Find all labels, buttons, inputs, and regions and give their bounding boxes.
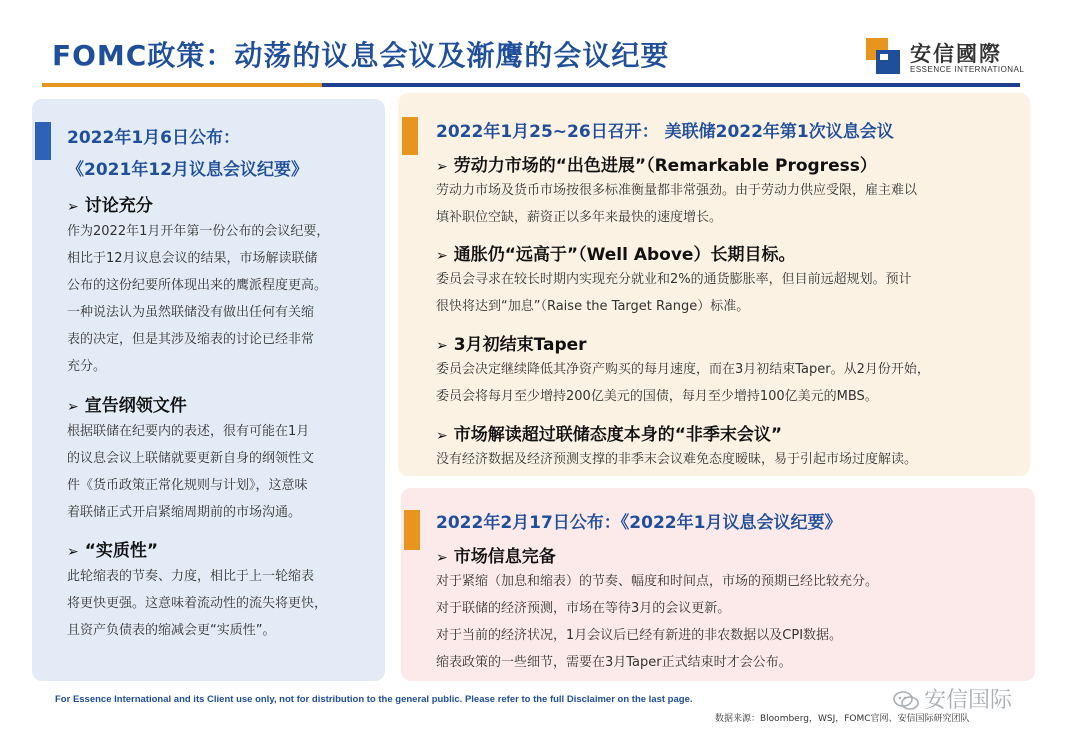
wechat-icon [892, 690, 920, 712]
header-rule-orange [42, 83, 322, 87]
bottom-section-title [436, 542, 556, 567]
arrow-bullet-icon: ➢ [436, 159, 448, 175]
top-section-title [436, 330, 587, 355]
body-line: 件《货币政策正常化规则与计划》，这意味 [67, 478, 308, 493]
top-panel-heading: 2022年1月25~26日召开： 美联储2022年第1次议息会议 [436, 122, 894, 142]
logo-chinese-name: 安信國際 [910, 42, 1002, 66]
arrow-bullet-icon: ➢ [436, 338, 448, 354]
arrow-bullet-icon: ➢ [436, 428, 448, 444]
body-line: 对于联储的经济预测，市场在等待3月的会议更新。 [436, 601, 731, 616]
body-line: 委员会寻求在较长时期内实现充分就业和2%的通货膨胀率，但目前远超规划。预计 [436, 272, 912, 287]
body-line: 将更快更强。这意味着流动性的流失将更快， [67, 596, 328, 611]
essence-logo [866, 38, 1026, 78]
body-line: 且资产负债表的缩减会更“实质性”。 [67, 623, 276, 638]
top-section-title [436, 151, 877, 176]
section-title-text: 市场解读超过联储态度本身的“非季末会议” [453, 425, 783, 445]
header-rule-blue [322, 83, 1020, 87]
top-section-body [436, 356, 930, 410]
body-line: 劳动力市场及货币市场按很多标准衡量都非常强劲。由于劳动力供应受限，雇主难以 [436, 183, 918, 198]
top-section-title [436, 420, 782, 445]
section-title-text: 宣告纲领文件 [84, 396, 187, 416]
body-line: 缩表政策的一些细节，需要在3月Taper正式结束时才会公布。 [436, 655, 792, 670]
body-line: 对于紧缩（加息和缩表）的节奏、幅度和时间点，市场的预期已经比较充分。 [436, 574, 879, 589]
arrow-bullet-icon: ➢ [436, 550, 448, 566]
bottom-panel-heading: 2022年2月17日公布：《2022年1月议息会议纪要》 [436, 513, 842, 533]
body-line: 作为2022年1月开年第一份公布的会议纪要， [67, 224, 330, 239]
body-line: 根据联储在纪要内的表述，很有可能在1月 [67, 424, 310, 439]
body-line: 很快将达到“加息”（Raise the Target Range）标准。 [436, 299, 750, 314]
top-section-title [436, 240, 795, 265]
section-title-text: “实质性” [84, 541, 159, 561]
disclaimer: For Essence International and its Client use only, not for distribution to the general public. Please refer to the full Disclaimer on the last page. [55, 694, 693, 705]
left-section-body [67, 418, 314, 526]
section-title-text: 通胀仍“远高于”（Well Above）长期目标。 [453, 245, 796, 265]
section-title-text: 3月初结束Taper [453, 335, 587, 355]
section-title-text: 市场信息完备 [453, 547, 556, 567]
body-line: 的议息会议上联储就要更新自身的纲领性文 [67, 451, 315, 466]
left-heading-date: 2022年1月6日公布： [67, 128, 240, 148]
body-line: 充分。 [67, 359, 107, 374]
body-line: 着联储正式开启紧缩周期前的市场沟通。 [67, 505, 302, 520]
left-panel-tab-marker [35, 122, 51, 160]
arrow-bullet-icon: ➢ [67, 399, 79, 415]
body-line: 相比于12月议息会议的结果，市场解读联储 [67, 251, 318, 266]
arrow-bullet-icon: ➢ [436, 248, 448, 264]
logo-english-name: ESSENCE INTERNATIONAL [910, 65, 1025, 74]
body-line: 表的决定，但是其涉及缩表的讨论已经非常 [67, 332, 315, 347]
section-title-text: 劳动力市场的“出色进展”（Remarkable Progress） [453, 156, 877, 176]
left-section-body [67, 563, 327, 644]
watermark [892, 683, 1012, 714]
essence-logo-mark-icon [866, 38, 900, 74]
body-line: 对于当前的经济状况，1月会议后已经有新进的非农数据以及CPI数据。 [436, 628, 843, 643]
body-line: 一种说法认为虽然联储没有做出任何有关缩 [67, 305, 315, 320]
page-title: FOMC政策：动荡的议息会议及渐鹰的会议纪要 [52, 39, 670, 72]
top-panel-tab-marker [402, 117, 418, 155]
watermark-text: 安信国际 [924, 688, 1013, 713]
left-section-title [67, 536, 158, 561]
body-line: 委员会将每月至少增持200亿美元的国债，每月至少增持100亿美元的MBS。 [436, 389, 878, 404]
bottom-panel-tab-marker [404, 510, 420, 550]
body-line: 公布的这份纪要所体现出来的鹰派程度更高。 [67, 278, 328, 293]
arrow-bullet-icon: ➢ [67, 544, 79, 560]
arrow-bullet-icon: ➢ [67, 199, 79, 215]
left-section-body [67, 218, 329, 380]
body-line: 委员会决定继续降低其净资产购买的每月速度，而在3月初结束Taper。从2月份开始， [436, 362, 930, 377]
top-section-body [436, 266, 912, 320]
top-section-body [436, 177, 917, 231]
body-line: 没有经济数据及经济预测支撑的非季末会议难免态度暧昧，易于引起市场过度解读。 [436, 452, 918, 467]
body-line: 填补职位空缺，薪资正以多年来最快的速度增长。 [436, 210, 723, 225]
top-section-body [436, 446, 917, 473]
body-line: 此轮缩表的节奏、力度，相比于上一轮缩表 [67, 569, 315, 584]
data-source: 数据来源：Bloomberg，WSJ，FOMC官网、安信国际研究团队 [715, 714, 970, 724]
left-section-title [67, 391, 187, 416]
left-heading-doc: 《2021年12月议息会议纪要》 [67, 160, 308, 180]
bottom-section-body [436, 568, 878, 676]
section-title-text: 讨论充分 [84, 196, 153, 216]
left-section-title [67, 191, 153, 216]
